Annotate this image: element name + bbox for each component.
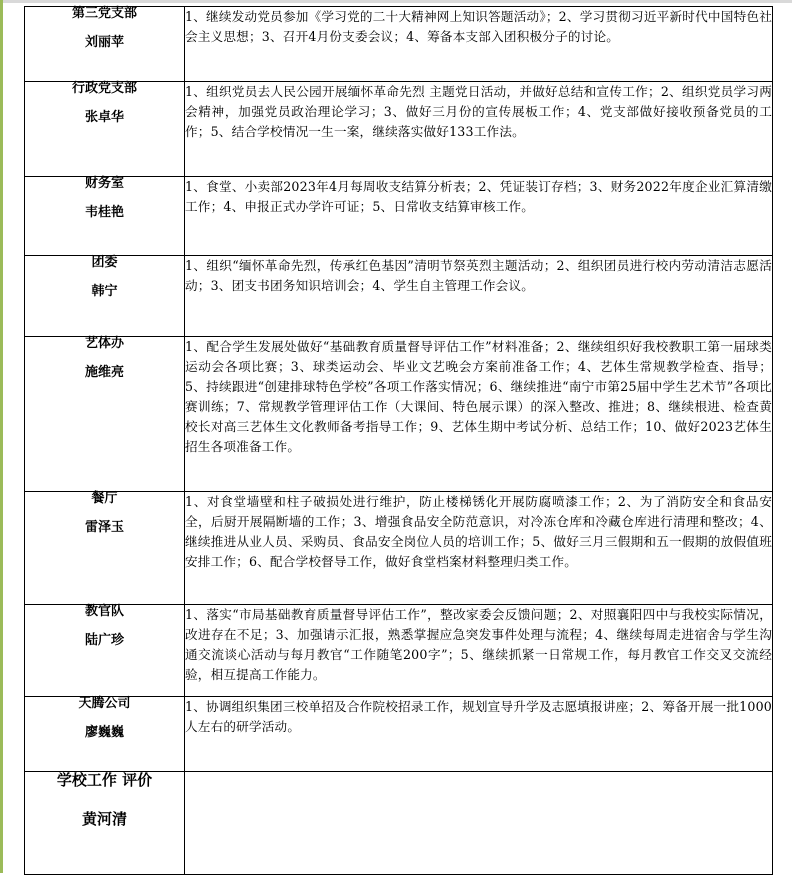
table-row <box>25 697 773 772</box>
department-name: 餐厅 <box>91 491 118 506</box>
responsible-person: 雷泽玉 <box>84 519 124 535</box>
department-cell <box>25 82 185 177</box>
evaluation-title: 学校工作 评价 <box>56 771 153 789</box>
work-content: 1、组织党员去人民公园开展缅怀革命先烈 主题党日活动，并做好总结和宣传工作；2、组织党员学习两会精神，加强党员政治理论学习；3、做好三月份的宣传展板工作；4、党支部做好接收预备党员的工作；5、结合学校情况一生一案，继续落实做好133工作法。 <box>185 82 773 177</box>
department-cell <box>25 492 185 605</box>
work-content: 1、落实“市局基础教育质量督导评估工作”，整改家委会反馈问题；2、对照襄阳四中与我校实际情况，改进存在不足；3、加强请示汇报，熟悉掌握应急突发事件处理与流程；4、继续每周走进宿舍与学生沟通交流谈心活动与每月教官“工作随笔200字”；5、继续抓紧一日常规工作，每月教官工作交叉交流经验，相互提高工作能力。 <box>185 605 773 697</box>
department-cell <box>25 337 185 492</box>
table-row <box>25 256 773 337</box>
department-cell <box>25 256 185 337</box>
work-content: 1、对食堂墙壁和柱子破损处进行维护，防止楼梯锈化开展防腐喷漆工作；2、为了消防安全和食品安全，后厨开展隔断墙的工作；3、增强食品安全防范意识，对冷冻仓库和冷藏仓库进行清理和整改；4、继续推进从业人员、采购员、食品安全岗位人员的培训工作；5、做好三月三假期和五一假期的放假值班安排工作；6、配合学校督导工作，做好食堂档案材料整理归类工作。 <box>185 492 773 605</box>
table-row <box>25 177 773 256</box>
responsible-person: 韩宁 <box>91 283 118 299</box>
table-row <box>25 605 773 697</box>
evaluation-content[interactable] <box>185 772 773 875</box>
responsible-person: 施维亮 <box>84 364 124 380</box>
department-name: 教官队 <box>84 604 124 619</box>
responsible-person: 韦桂艳 <box>84 204 124 220</box>
work-content: 1、食堂、小卖部2023年4月每周收支结算分析表；2、凭证装订存档；3、财务2022年度企业汇算清缴工作；4、申报正式办学许可证；5、日常收支结算审核工作。 <box>185 177 773 256</box>
department-cell <box>25 7 185 82</box>
department-cell <box>25 605 185 697</box>
table-row <box>25 772 773 875</box>
table-row <box>25 337 773 492</box>
work-content: 1、配合学生发展处做好“基础教育质量督导评估工作”材料准备；2、继续组织好我校教职工第一届球类运动会各项比赛；3、球类运动会、毕业文艺晚会方案前准备工作；4、艺体生常规教学检查、指导；5、持续跟进“创建排球特色学校”各项工作落实情况；6、继续推进“南宁市第25届中学生艺术节”各项比赛训练；7、常规教学管理评估工作（大课间、特色展示课）的深入整改、推进；8、继续根进、检查黄校长对高三艺体生文化教师备考指导工作；9、艺体生期中考试分析、总结工作；10、做好2023艺体生招生各项准备工作。 <box>185 337 773 492</box>
top-border-strip <box>0 0 792 3</box>
responsible-person: 张卓华 <box>84 109 124 125</box>
responsible-person: 刘丽苹 <box>84 34 124 50</box>
work-content: 1、协调组织集团三校单招及合作院校招录工作，规划宣导升学及志愿填报讲座；2、筹备开展一批1000人左右的研学活动。 <box>185 697 773 772</box>
table-row <box>25 492 773 605</box>
responsible-person: 廖巍巍 <box>84 724 124 740</box>
department-name: 行政党支部 <box>71 81 137 96</box>
department-cell <box>25 697 185 772</box>
table-row <box>25 82 773 177</box>
work-content: 1、继续发动党员参加《学习党的二十大精神网上知识答题活动》；2、学习贯彻习近平新时代中国特色社会主义思想；3、召开4月份支委会议；4、筹备本支部入团积极分子的讨论。 <box>185 7 773 82</box>
department-cell <box>25 177 185 256</box>
table-row <box>25 7 773 82</box>
left-margin-strip <box>0 0 3 873</box>
evaluator-name: 黄河清 <box>81 810 127 829</box>
responsible-person: 陆广珍 <box>84 632 124 648</box>
department-name: 艺体办 <box>84 336 124 351</box>
department-name: 天腾公司 <box>78 696 131 711</box>
work-content: 1、组织“缅怀革命先烈，传承红色基因”清明节祭英烈主题活动；2、组织团员进行校内劳动清洁志愿活动；3、团支书团务知识培训会；4、学生自主管理工作会议。 <box>185 256 773 337</box>
department-name: 团委 <box>91 255 118 270</box>
department-name: 财务室 <box>84 176 124 191</box>
work-plan-table <box>24 6 773 875</box>
department-name: 第三党支部 <box>71 6 137 21</box>
evaluation-cell <box>25 772 185 875</box>
